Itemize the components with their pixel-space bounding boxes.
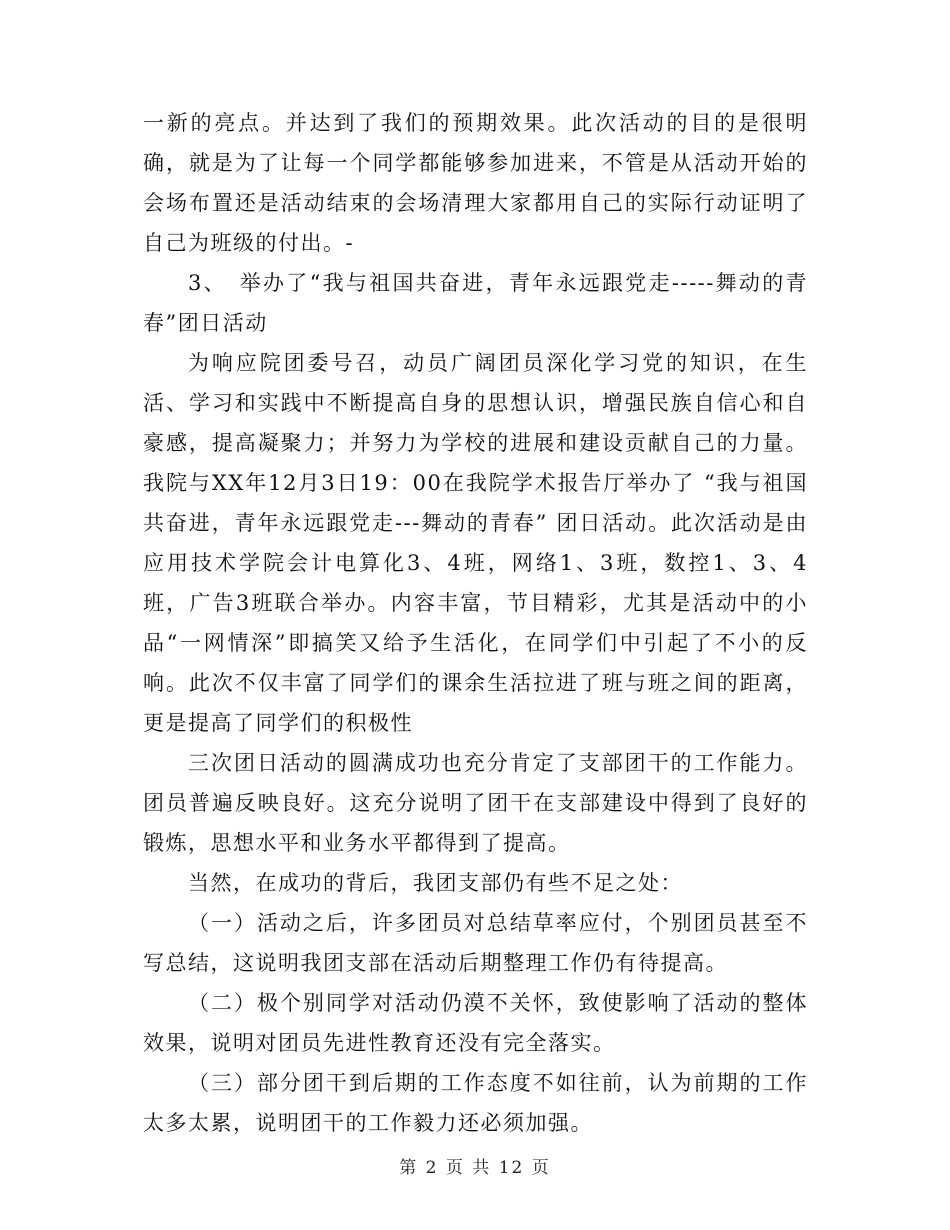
paragraph-continuation: 一新的亮点。并达到了我们的预期效果。此次活动的目的是很明确，就是为了让每一个同学都能够参加进来，不管是从活动开始的会场布置还是活动结束的会场清理大家都用自己的实际行动证明了自己为班级的付出。-	[143, 111, 808, 255]
paragraph-summary: 三次团日活动的圆满成功也充分肯定了支部团干的工作能力。团员普遍反映良好。这充分说明了团干在支部建设中得到了良好的锻炼，思想水平和业务水平都得到了提高。	[143, 751, 808, 855]
paragraph-item-3-heading: 3、 举办了“我与祖国共奋进，青年永远跟党走-----舞动的青春”团日活动	[143, 271, 808, 335]
paragraph-activity-description: 为响应院团委号召，动员广阔团员深化学习党的知识，在生活、学习和实践中不断提高自身的思想认识，增强民族自信心和自豪感，提高凝聚力；并努力为学校的进展和建设贡献自己的力量。我院与XX年12月3日19：00在我院学术报告厅举办了 “我与祖国共奋进，青年永远跟党走---舞动的青春” 团日活动。此次活动是由应用技术学院会计电算化3、4班，网络1、3班，数控1、3、4班，广告3班联合举办。内容丰富，节目精彩，尤其是活动中的小品“一网情深”即搞笑又给予生活化，在同学们中引起了不小的反响。此次不仅丰富了同学们的课余生活拉进了班与班之间的距离，更是提高了同学们的积极性	[143, 351, 808, 735]
document-body	[143, 103, 808, 1143]
paragraph-shortcoming-3: （三）部分团干到后期的工作态度不如往前，认为前期的工作太多太累，说明团干的工作毅力还必须加强。	[143, 1071, 808, 1135]
paragraph-shortcoming-2: （二）极个别同学对活动仍漠不关怀，致使影响了活动的整体效果，说明对团员先进性教育还没有完全落实。	[143, 991, 808, 1055]
page-number-footer: 第 2 页 共 12 页	[399, 1158, 551, 1178]
paragraph-shortcoming-1: （一）活动之后，许多团员对总结草率应付，个别团员甚至不写总结，这说明我团支部在活动后期整理工作仍有待提高。	[143, 911, 808, 975]
paragraph-shortcomings-intro: 当然，在成功的背后，我团支部仍有些不足之处：	[188, 871, 683, 895]
